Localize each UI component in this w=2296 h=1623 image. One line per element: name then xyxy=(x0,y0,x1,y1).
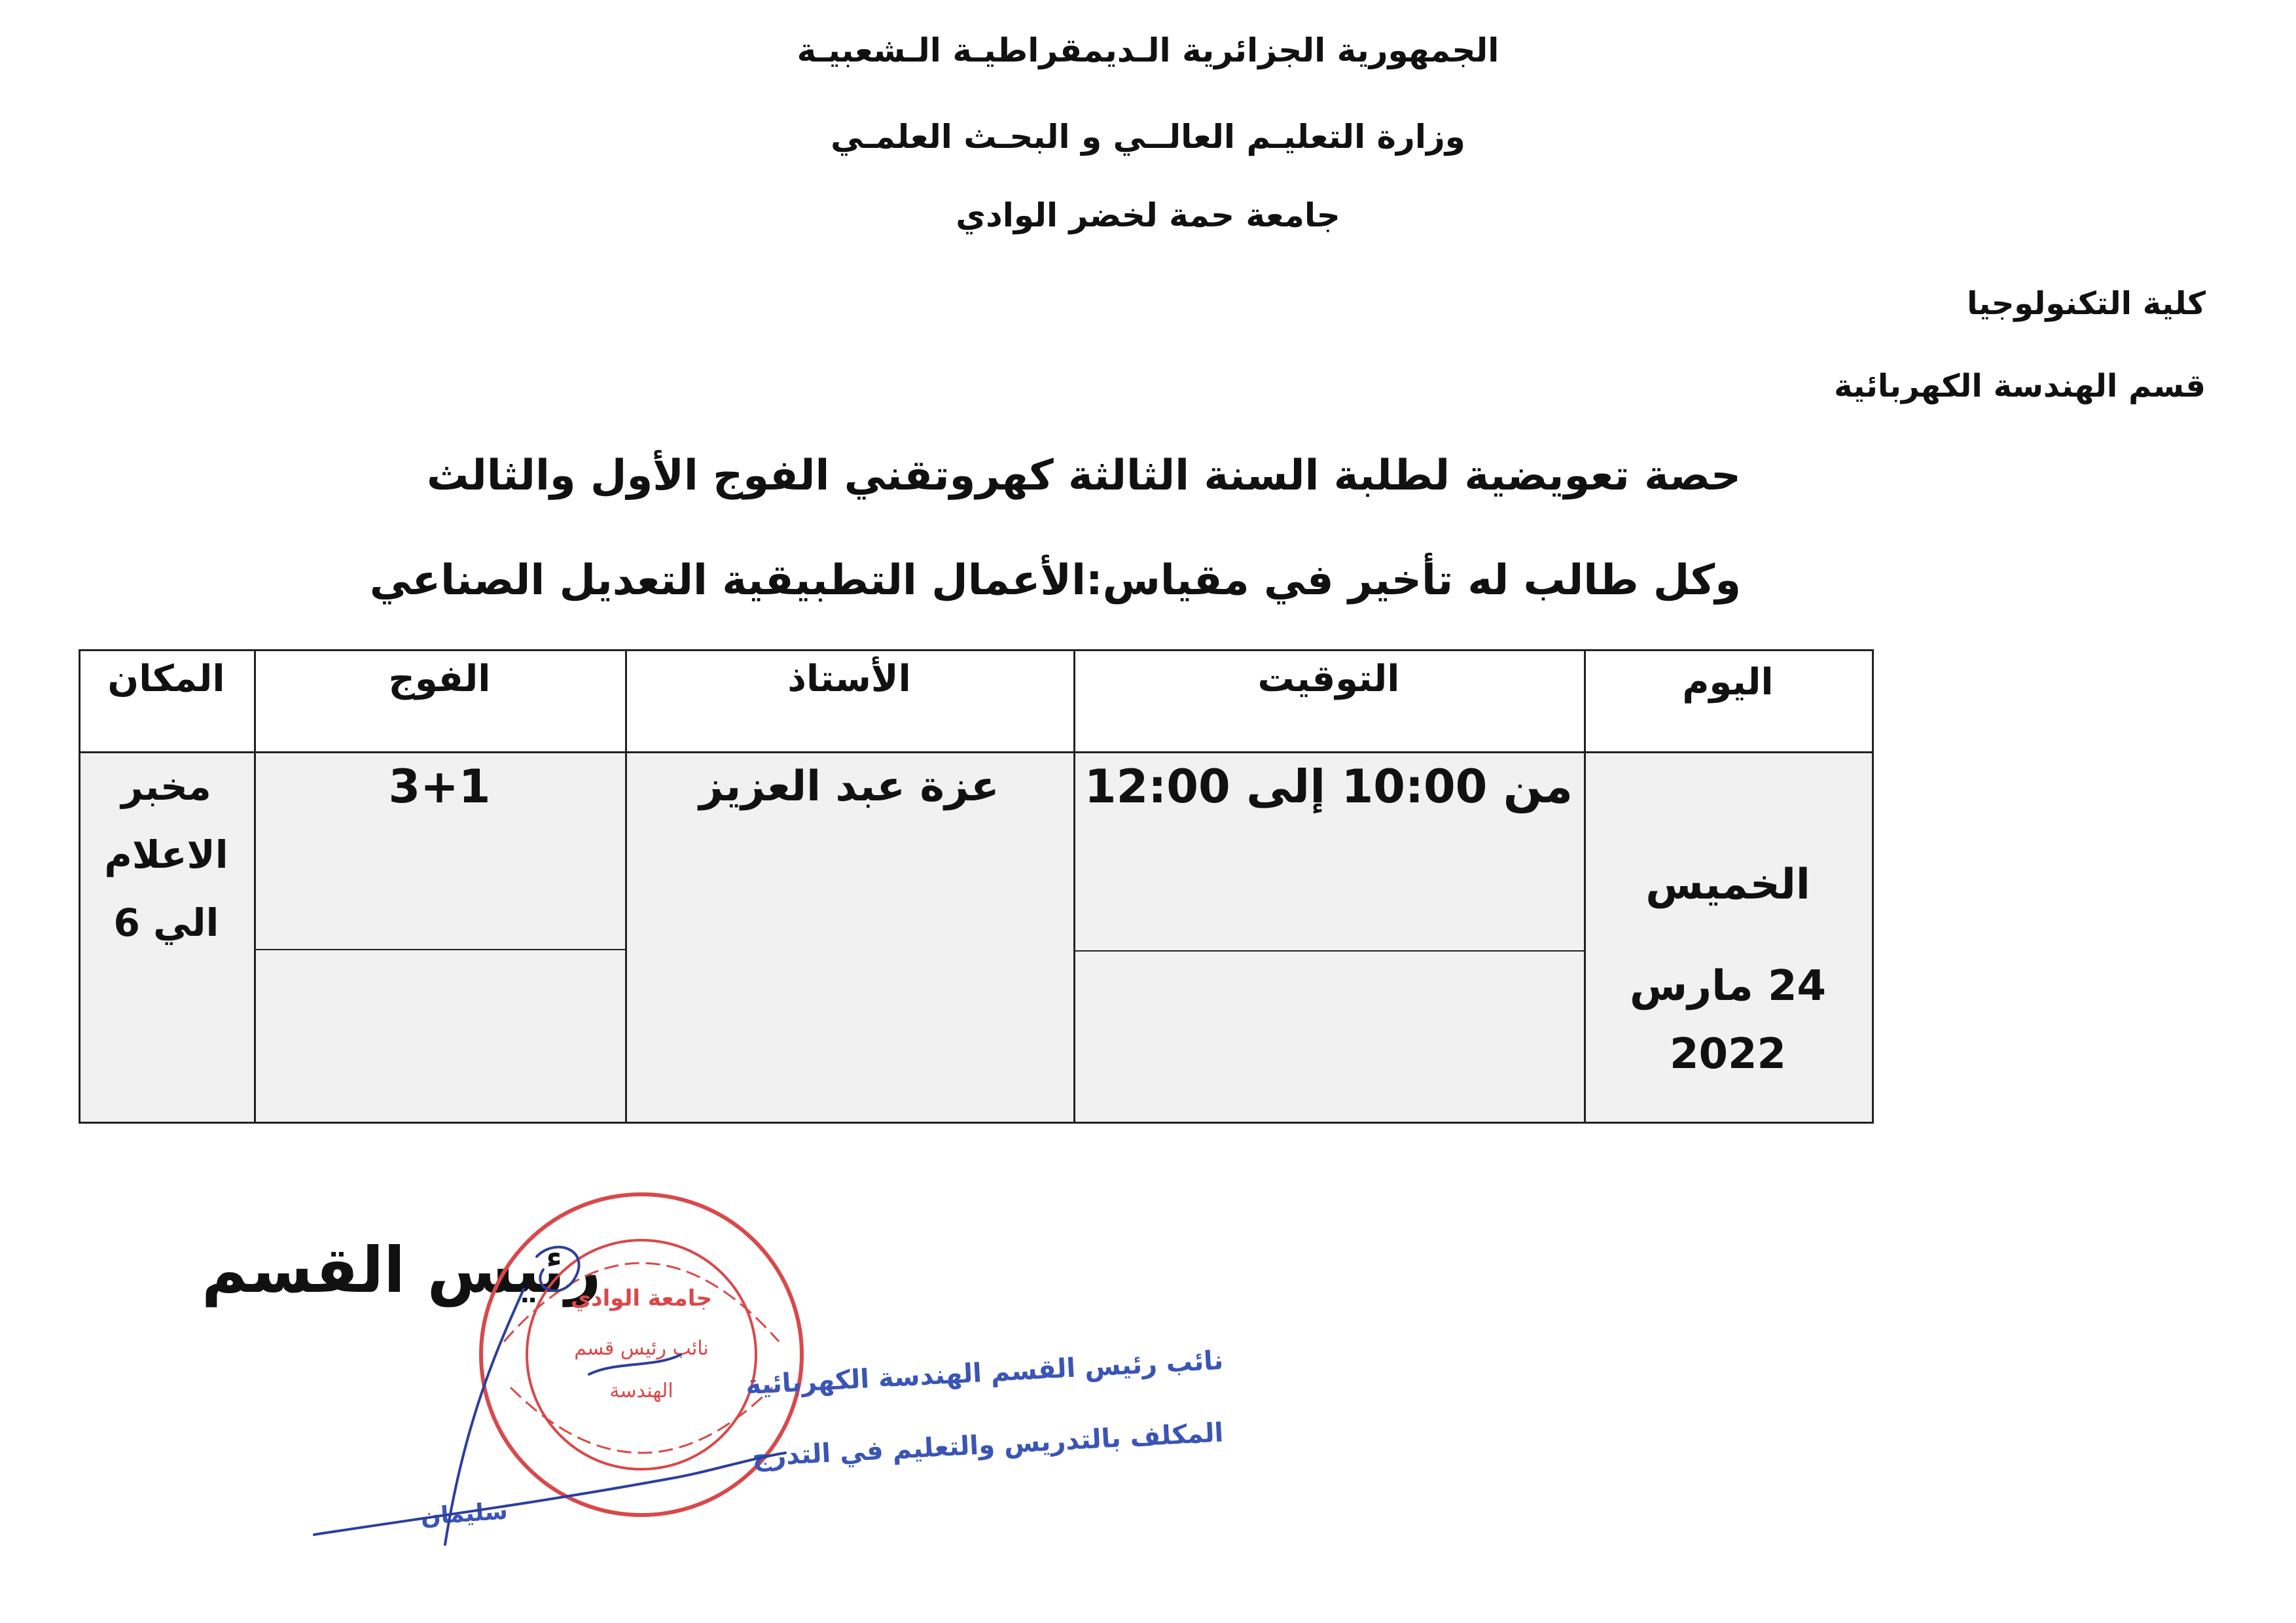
time-cell-empty xyxy=(1073,949,1584,1122)
col-divider-time xyxy=(1584,649,1586,1124)
teacher-value: عزة عبد العزيز xyxy=(699,762,999,811)
time-value: من 10:00 إلى 12:00 xyxy=(1084,760,1573,813)
header-teacher: الأستاذ xyxy=(787,658,911,700)
header-group: الفوج xyxy=(388,658,491,700)
faculty-name: كلية التكنولوجيا xyxy=(1967,285,2206,322)
group-value: 3+1 xyxy=(388,760,491,813)
svg-text:المكلف بالتدريس والتعليم في ال: المكلف بالتدريس والتعليم في التدرج xyxy=(751,1418,1225,1472)
col-divider-place xyxy=(254,649,256,1124)
svg-text:نائب رئيس قسم: نائب رئيس قسم xyxy=(574,1337,709,1360)
table-border-bottom xyxy=(79,1122,1873,1124)
header-day: اليوم xyxy=(1682,661,1774,704)
svg-text:نائب رئيس القسم الهندسة الكهرب: نائب رئيس القسم الهندسة الكهربائية xyxy=(745,1345,1225,1400)
time-row-divider xyxy=(1073,950,1584,952)
header-time: التوقيت xyxy=(1257,658,1400,700)
table-border-left xyxy=(79,649,81,1124)
signature-title: رئيس القسم xyxy=(202,1234,601,1307)
table-border-top xyxy=(79,649,1873,651)
blue-stamp xyxy=(420,1346,1224,1531)
table-border-right xyxy=(1872,649,1874,1124)
department-stamp-image xyxy=(249,1178,1225,1544)
col-divider-teacher xyxy=(1073,649,1075,1124)
date-value: 24 مارس 2022 xyxy=(1629,962,1827,1079)
group-row-divider xyxy=(254,949,625,950)
department-name: قسم الهندسة الكهربائية xyxy=(1834,368,2206,404)
title-line-1: حصة تعويضية لطلبة السنة الثالثة كهروتقني الفوج الأول والثالث xyxy=(426,452,1741,500)
header-university: جامعة حمة لخضر الوادي xyxy=(956,196,1340,234)
handwritten-signature xyxy=(314,1247,785,1544)
svg-text:جامعة الوادي: جامعة الوادي xyxy=(571,1285,712,1311)
header-ministry: وزارة التعليـم العالــي و البحـث العلمـي xyxy=(831,118,1465,156)
title-line-2: وكل طالب له تأخير في مقياس:الأعمال التطبيقية التعديل الصناعي xyxy=(369,556,1741,605)
day-value: الخميس xyxy=(1645,861,1810,909)
place-value: مخبر الاعلام الي 6 xyxy=(104,764,228,945)
header-place: المكان xyxy=(107,658,225,700)
header-republic: الجمهورية الجزائرية الـديمقراطيـة الـشعبيـة xyxy=(797,31,1499,69)
group-cell-empty xyxy=(254,949,625,1122)
col-divider-group xyxy=(625,649,627,1124)
svg-text:سليمان: سليمان xyxy=(420,1497,509,1531)
svg-text:الهندسة: الهندسة xyxy=(609,1380,673,1402)
